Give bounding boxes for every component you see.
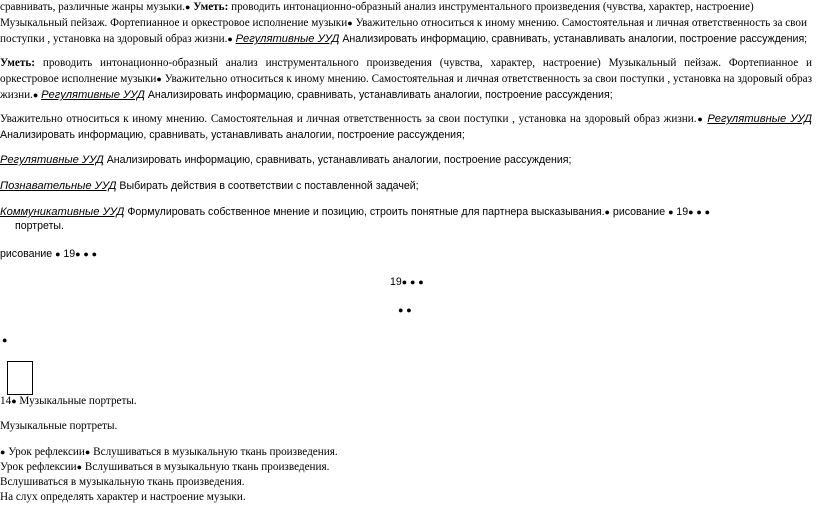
bullet-icon: ● [185, 2, 191, 12]
bullet-icon: ● [696, 207, 702, 217]
reflection-line-3: Вслушиваться в музыкальную ткань произведения. [0, 476, 245, 488]
bullet-icon: ● [32, 90, 39, 100]
communicative-label: Коммуникативные УУД [0, 206, 125, 218]
bullet-icon: ● [76, 462, 83, 472]
bullet-icon: ● [688, 207, 694, 217]
bullet-icon: ● [401, 277, 408, 287]
paragraph-1-line-3: поступки , установка на здоровый образ жизни.● Регулятивные УУД Анализировать информацию, сравнивать, устанавливать аналогии, построение рассуждения; [0, 33, 808, 45]
bullet-icon: ● [347, 18, 353, 28]
cognitive-label: Познавательные УУД [0, 180, 117, 192]
bullet-icon: ● [418, 277, 424, 287]
centered-number-row: 19● ● ● [390, 276, 424, 288]
bullet-icon: ● [156, 74, 162, 84]
paragraph-3: Уважительно относиться к иному мнению. Самостоятельная и личная ответственность за свои поступки , установка на здоровый образ жизни.● Регулятивные УУД Анализировать информацию, сравнивать, устанавливать аналогии, построение рассуждения; [0, 113, 812, 141]
paragraph-5: Познавательные УУД Выбирать действия в соответствии с поставленной задачей; [0, 180, 419, 192]
bullet-icon: ● [11, 396, 17, 406]
lone-bullet [2, 332, 22, 348]
reflection-line-4: На слух определять характер и настроение музыки. [0, 491, 246, 503]
bullet-icon: ● [91, 249, 98, 259]
reflection-line-1: ● Урок рефлексии● Вслушиваться в музыкальную ткань произведения. [0, 446, 338, 458]
paragraph-4: Регулятивные УУД Анализировать информацию, сравнивать, устанавливать аналогии, построение рассуждения; [0, 154, 572, 166]
regulative-label: Регулятивные УУД [235, 33, 340, 45]
portraits-line: Музыкальные портреты. [0, 420, 118, 432]
paragraph-1-line-1: сравнивать, различные жанры музыки.● Уметь: проводить интонационно-образный анализ инструментального произведения (чувства, характер, настроение) [0, 1, 754, 13]
bullet-icon: ● [75, 249, 81, 259]
bullet-icon: ● [668, 207, 674, 217]
bullet-icon: ● [83, 249, 89, 259]
regulative-label: Регулятивные УУД [41, 89, 145, 101]
bullet-icon: ● [398, 305, 404, 315]
bullet-icon: ● [84, 447, 91, 457]
paragraph-2: Уметь: проводить интонационно-образный анализ инструментального произведения (чувства, характер, настроение) Музыкальный пейзаж. Фортепианное и оркестровое исполнение музыки● Уважительно относиться к иному мнению. Самостоятельная и личная ответственность за свои поступки , установка на здоровый образ жизни.● Регулятивные УУД Анализировать информацию, сравнивать, устанавливать аналогии, построение рассуждения; [0, 57, 812, 101]
paragraph-6: Коммуникативные УУД Формулировать собственное мнение и позицию, строить понятные для партнера высказывания.● рисование ● 19● ● ● [0, 206, 710, 218]
bullet-icon: ● [704, 207, 710, 217]
bullet-icon: ● [410, 277, 416, 287]
bullet-icon: ● [55, 249, 61, 259]
bullet-icon: ● [406, 305, 412, 315]
paragraph-6-tail: портреты. [15, 220, 64, 232]
lesson-title: 14● Музыкальные портреты. [0, 395, 137, 407]
bullet-icon: ● [227, 34, 233, 44]
empty-frame [7, 361, 33, 395]
reflection-line-2: Урок рефлексии● Вслушиваться в музыкальную ткань произведения. [0, 461, 330, 473]
regulative-label: Регулятивные УУД [0, 154, 104, 166]
bullet-icon: ● [696, 114, 704, 124]
bullet-icon: ● [604, 207, 610, 217]
bullet-icon: ● [0, 447, 6, 457]
paragraph-7: рисование ● 19● ● ● [0, 248, 98, 260]
centered-bullet-row [398, 302, 428, 318]
bullet-icon: ● [2, 335, 8, 345]
paragraph-1-line-2: Музыкальный пейзаж. Фортепианное и оркестровое исполнение музыки● Уважительно относиться к иному мнению. Самостоятельная и личная ответственность за свои [0, 17, 807, 29]
regulative-label: Регулятивные УУД [707, 113, 812, 125]
